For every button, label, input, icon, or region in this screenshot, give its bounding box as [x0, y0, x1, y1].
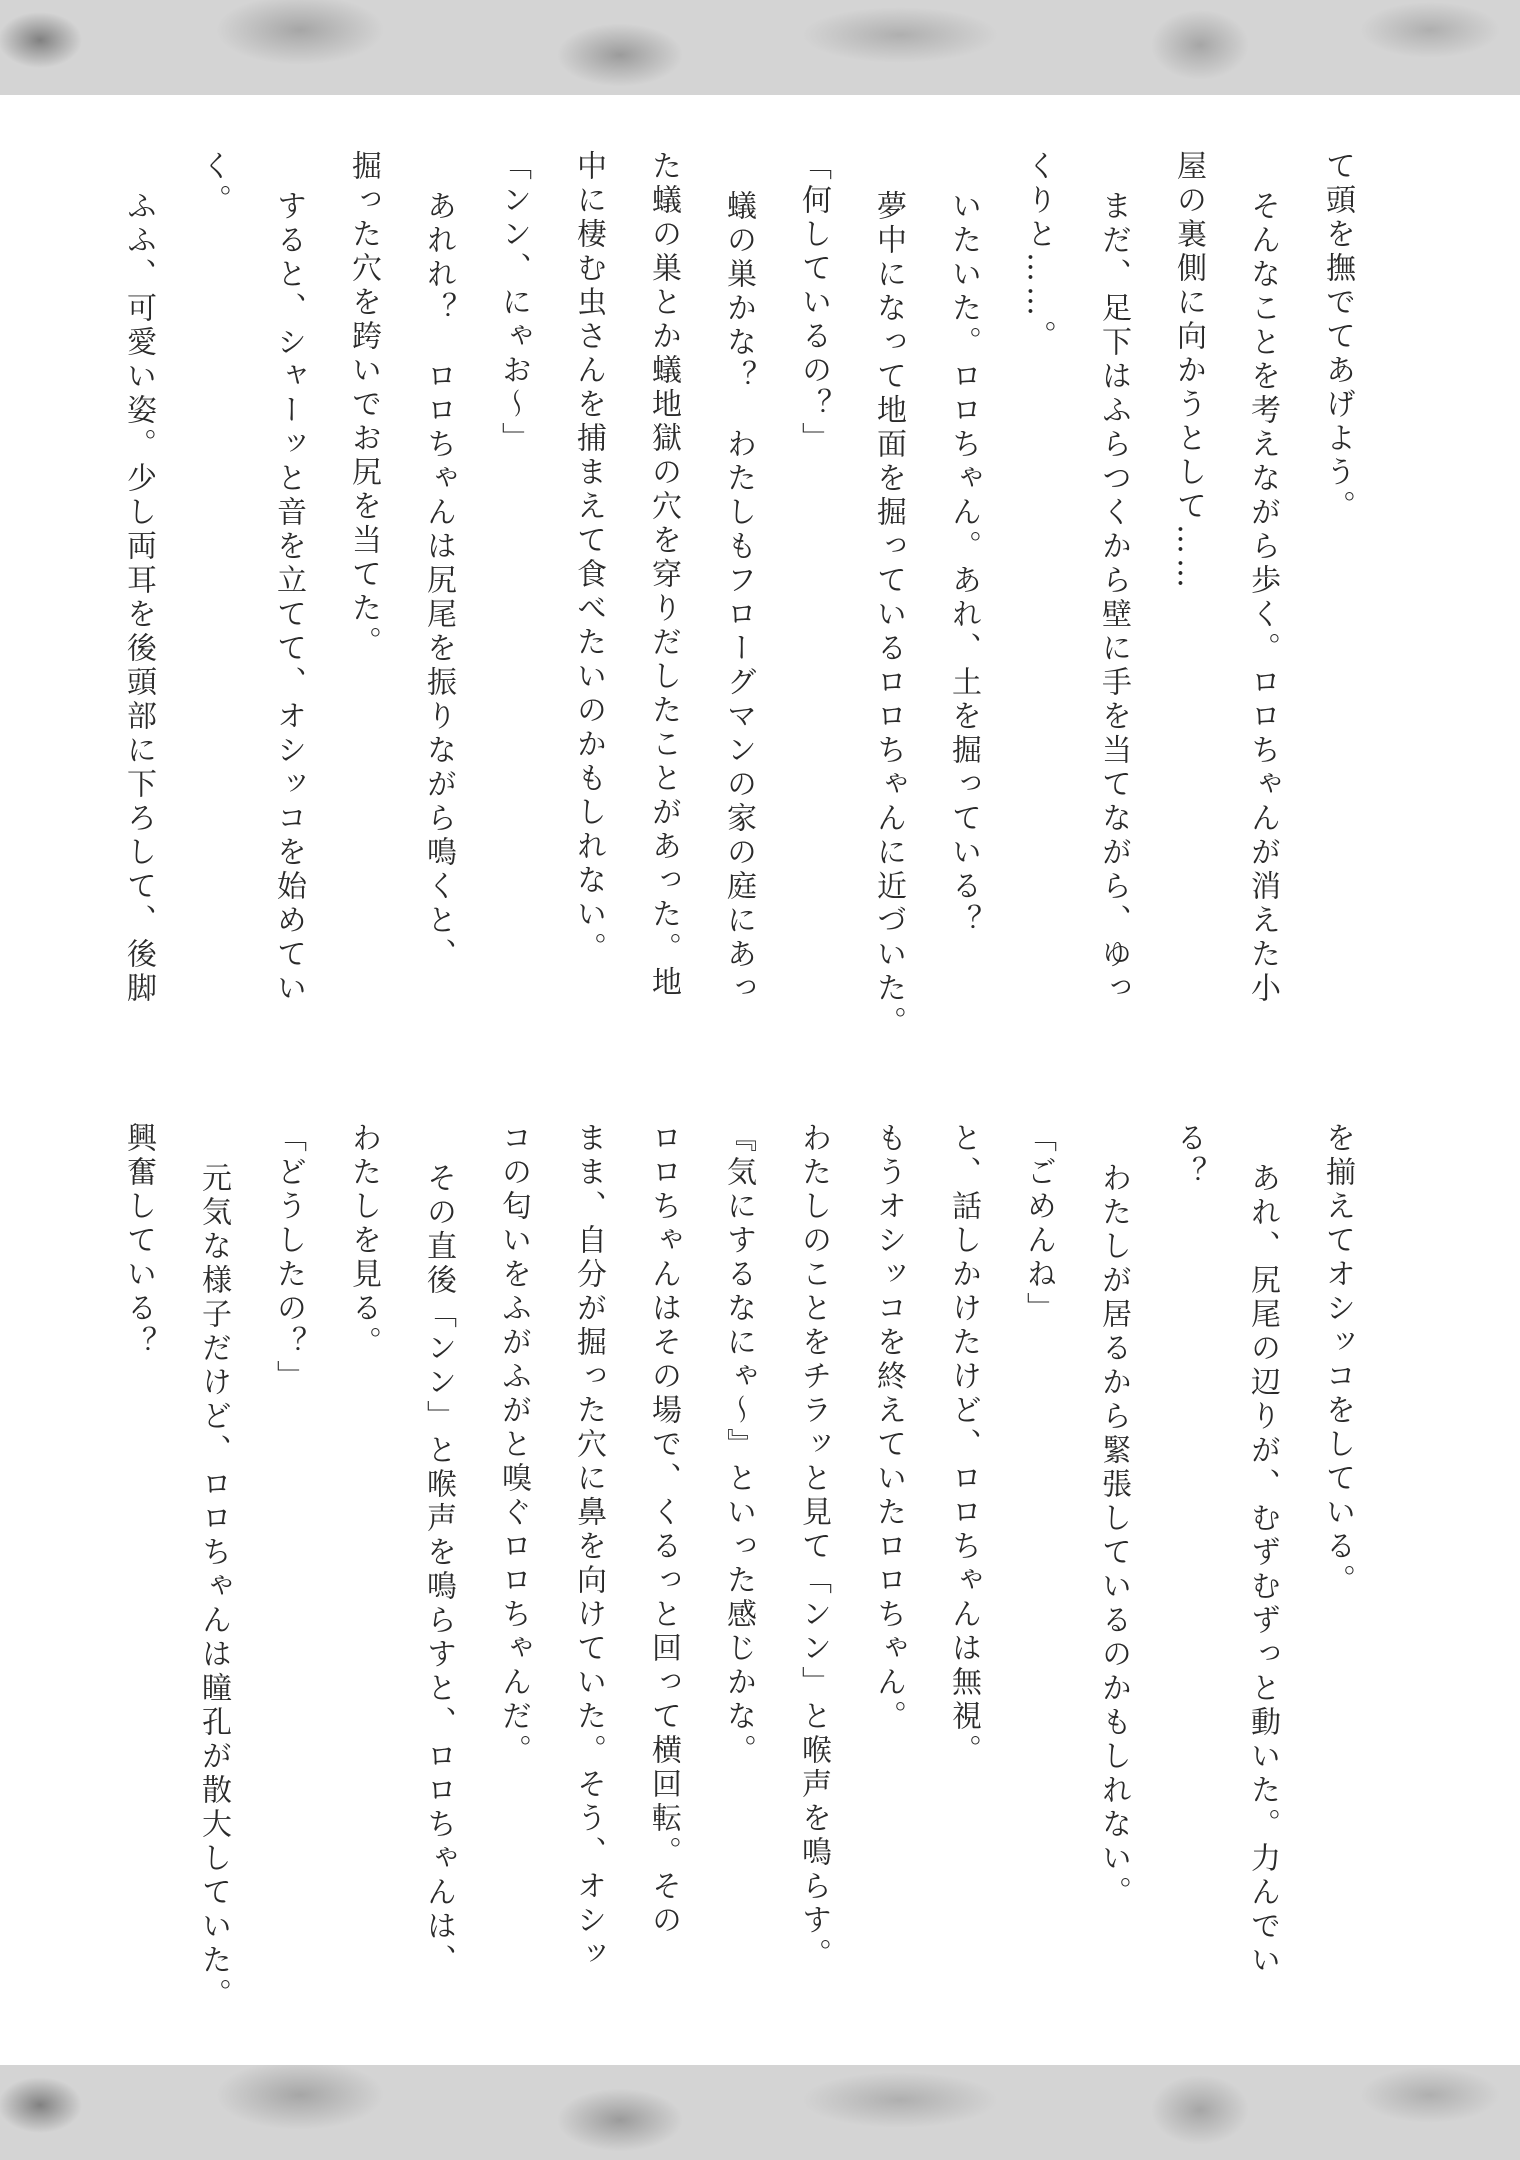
text-column: 「ンン、にゃお〜」	[496, 150, 531, 456]
text-column: 「何しているの？」	[796, 150, 831, 456]
text-column: る？	[1171, 1122, 1206, 1190]
text-block-upper	[0, 150, 1520, 1060]
text-column: た蟻の巣とか蟻地獄の穴を穿りだしたことがあった。地	[646, 150, 681, 1000]
decorative-bottom-band	[0, 2065, 1520, 2160]
text-column: 『気にするなにゃ〜』といった感じかな。	[721, 1122, 756, 1768]
text-column: 夢中になって地面を掘っているロロちゃんに近づいた。	[871, 190, 906, 1040]
text-column: まま、自分が掘った穴に鼻を向けていた。そう、オシッ	[571, 1122, 606, 1972]
text-column: もうオシッコを終えていたロロちゃん。	[871, 1122, 906, 1734]
text-column: あれれ？ ロロちゃんは尻尾を振りながら鳴くと、	[421, 190, 456, 972]
text-column: 中に棲む虫さんを捕まえて食べたいのかもしれない。	[571, 150, 606, 966]
text-column: を揃えてオシッコをしている。	[1320, 1122, 1355, 1598]
text-column: その直後「ンン」と喉声を鳴らすと、ロロちゃんは、	[421, 1162, 456, 1978]
text-column: わたしのことをチラッと見て「ンン」と喉声を鳴らす。	[796, 1122, 831, 1972]
text-column: すると、シャーッと音を立てて、オシッコを始めてい	[271, 190, 306, 1006]
text-column: そんなことを考えながら歩く。ロロちゃんが消えた小	[1245, 190, 1280, 1006]
text-column: 「ごめんね」	[1021, 1122, 1056, 1326]
decorative-top-band	[0, 0, 1520, 95]
text-column: いたいた。ロロちゃん。あれ、土を掘っている？	[946, 190, 981, 938]
text-column: 興奮している？	[121, 1122, 156, 1360]
text-column: あれ、尻尾の辺りが、むずむずっと動いた。力んでい	[1245, 1162, 1280, 1978]
text-column: と、話しかけたけど、ロロちゃんは無視。	[946, 1122, 981, 1768]
text-column: 蟻の巣かな？ わたしもフローグマンの家の庭にあっ	[721, 190, 756, 1006]
text-column: 屋の裏側に向かうとして……	[1171, 150, 1206, 592]
text-column: て頭を撫でてあげよう。	[1320, 150, 1355, 524]
text-column: わたしが居るから緊張しているのかもしれない。	[1096, 1162, 1131, 1910]
text-column: ふふ、可愛い姿。少し両耳を後頭部に下ろして、後脚	[121, 190, 156, 1006]
text-block-lower	[0, 1122, 1520, 2022]
text-column: 「どうしたの？」	[271, 1122, 306, 1394]
text-column: 掘った穴を跨いでお尻を当てた。	[346, 150, 381, 660]
text-column: まだ、足下はふらつくから壁に手を当てながら、ゆっ	[1096, 190, 1131, 1006]
text-column: わたしを見る。	[346, 1122, 381, 1360]
text-column: 元気な様子だけど、ロロちゃんは瞳孔が散大していた。	[196, 1162, 231, 2012]
text-column: コの匂いをふがふがと嗅ぐロロちゃんだ。	[496, 1122, 531, 1768]
text-column: く。	[196, 150, 231, 218]
text-column: くりと……。	[1021, 150, 1056, 354]
text-column: ロロちゃんはその場で、くるっと回って横回転。その	[646, 1122, 681, 1938]
